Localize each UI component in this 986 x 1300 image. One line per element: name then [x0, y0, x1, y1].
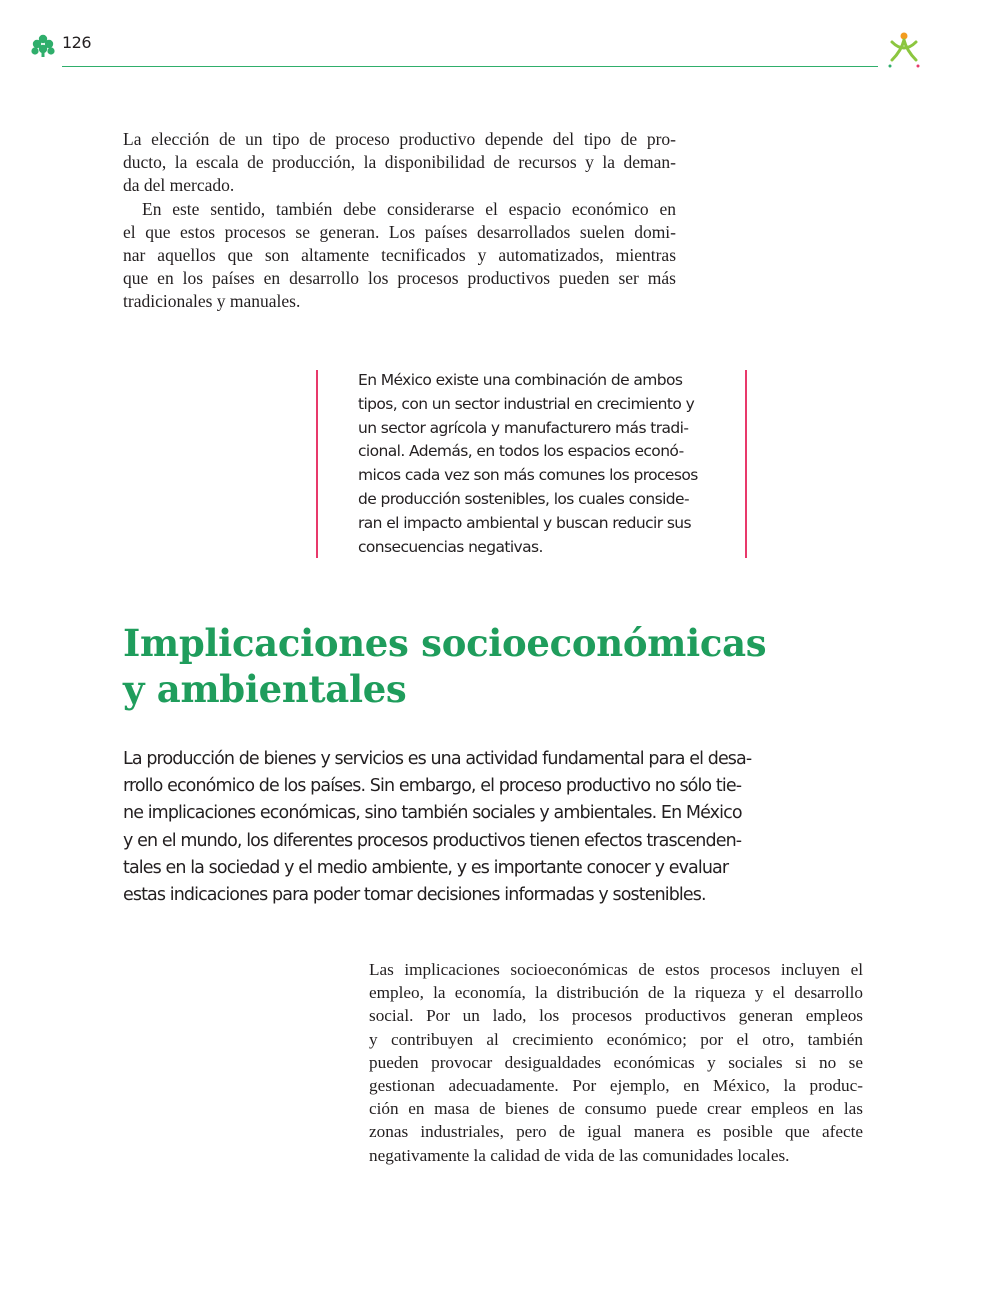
callout-left-bar	[316, 370, 318, 558]
text-line: En este sentido, también debe considerarse el espacio económico en	[142, 198, 676, 219]
text-line: tradicionales y manuales.	[123, 291, 301, 312]
text-line: La elección de un tipo de proceso productivo depende del tipo de pro-	[123, 129, 676, 149]
text-line: zonas industriales, pero de igual manera es posible que afecte	[369, 1122, 863, 1142]
text-line: ran el impacto ambiental y buscan reducir sus	[358, 513, 691, 532]
text-line: La producción de bienes y servicios es una actividad fundamental para el desa-	[123, 749, 752, 769]
callout-right-bar	[745, 370, 747, 558]
heading-line: y ambientales	[123, 667, 407, 711]
text-line: En México existe una combinación de ambos	[358, 371, 683, 389]
text-line: rrollo económico de los países. Sin embargo, el proceso productivo no sólo tie-	[123, 776, 742, 797]
text-line: tales en la sociedad y el medio ambiente, y es importante conocer y evaluar	[123, 857, 729, 878]
callout-text	[358, 369, 708, 559]
text-line: que en los países en desarrollo los procesos productivos pueden ser más	[123, 268, 676, 289]
heading-line: Implicaciones socioeconómicas	[123, 621, 767, 665]
lead-text	[123, 746, 752, 909]
section-heading	[123, 620, 823, 712]
flower-cluster-icon	[30, 32, 56, 58]
text-line: da del mercado.	[123, 175, 235, 196]
text-line: pueden provocar desigualdades económicas y sociales si no se	[369, 1052, 863, 1072]
text-line: social. Por un lado, los procesos productivos generan empleos	[369, 1006, 863, 1026]
intro-paragraph-2	[123, 198, 676, 314]
text-line: ne implicaciones económicas, sino también sociales y ambientales. En México	[123, 803, 742, 824]
text-line: negativamente la calidad de vida de las comunidades locales.	[369, 1145, 790, 1165]
text-line: gestionan adecuadamente. Por ejemplo, en México, la produc-	[369, 1076, 863, 1096]
text-line: un sector agrícola y manufacturero más tradi-	[358, 418, 689, 437]
text-line: nar aquellos que son altamente tecnificados y automatizados, mientras	[123, 245, 676, 266]
text-line: y en el mundo, los diferentes procesos productivos tienen efectos trascenden-	[123, 830, 742, 851]
text-line: estas indicaciones para poder tomar decisiones informadas y sostenibles.	[123, 885, 706, 906]
text-line: el que estos procesos se generan. Los países desarrollados suelen domi-	[123, 221, 676, 242]
text-line: cional. Además, en todos los espacios econó-	[358, 442, 684, 461]
person-sprout-icon	[884, 30, 924, 72]
text-line: ducto, la escala de producción, la disponibilidad de recursos y la deman-	[123, 152, 676, 173]
text-line: consecuencias negativas.	[358, 537, 543, 556]
body-text	[369, 958, 863, 1167]
text-line: y contribuyen al crecimiento económico; por el otro, también	[369, 1029, 863, 1049]
text-line: Las implicaciones socioeconómicas de estos procesos incluyen el	[369, 960, 863, 979]
text-line: micos cada vez son más comunes los procesos	[358, 466, 698, 485]
text-line: empleo, la economía, la distribución de la riqueza y el desarrollo	[369, 983, 863, 1003]
header-rule	[62, 66, 878, 67]
intro-text	[123, 128, 676, 314]
text-line: de producción sostenibles, los cuales conside-	[358, 489, 689, 508]
text-line: tipos, con un sector industrial en crecimiento y	[358, 394, 695, 413]
page-number: 126	[62, 33, 92, 52]
intro-paragraph-1	[123, 128, 676, 198]
text-line: ción en masa de bienes de consumo puede crear empleos en las	[369, 1099, 863, 1119]
